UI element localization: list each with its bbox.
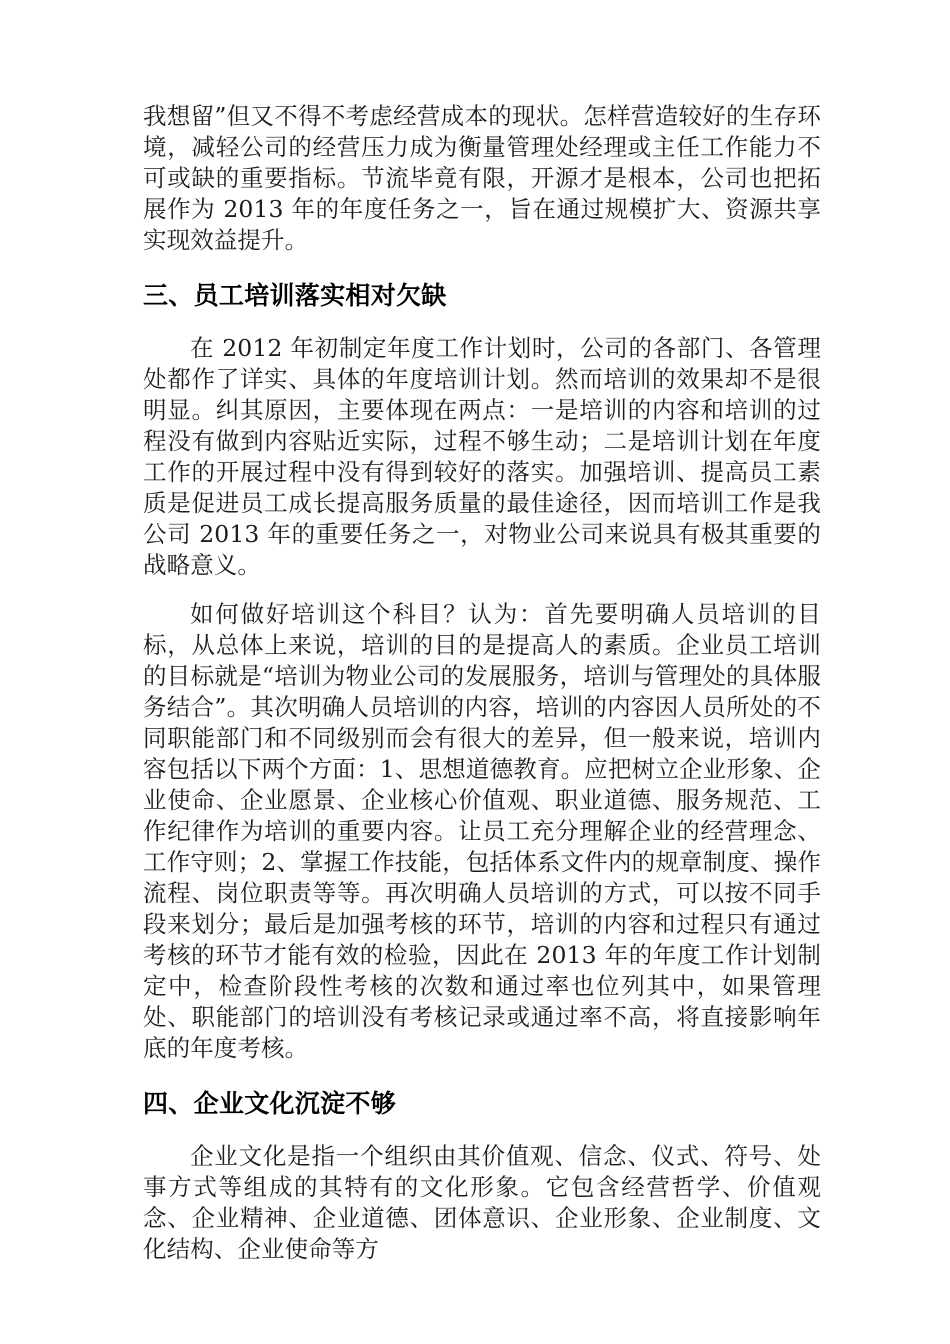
page-text-body: [143, 101, 821, 1265]
paragraph-operating-cost: 我想留”但又不得不考虑经营成本的现状。怎样营造较好的生存环境，减轻公司的经营压力成为衡量管理处经理或主任工作能力不可或缺的重要指标。节流毕竟有限，开源才是根本，公司也把拓展作为 2013 年的年度任务之一，旨在通过规模扩大、资源共享实现效益提升。: [143, 102, 821, 254]
heading-four: 四、企业文化沉淀不够: [143, 1089, 397, 1118]
paragraph-training-method: 如何做好培训这个科目？认为：首先要明确人员培训的目标，从总体上来说，培训的目的是提高人的素质。企业员工培训的目标就是“培训为物业公司的发展服务，培训与管理处的具体服务结合”。其次明确人员培训的内容，培训的内容因人员所处的不同职能部门和不同级别而会有很大的差异，但一般来说，培训内容包括以下两个方面：1、思想道德教育。应把树立企业形象、企业使命、企业愿景、企业核心价值观、职业道德、服务规范、工作纪律作为培训的重要内容。让员工充分理解企业的经营理念、工作守则；2、掌握工作技能，包括体系文件内的规章制度、操作流程、岗位职责等等。再次明确人员培训的方式，可以按不同手段来划分；最后是加强考核的环节，培训的内容和过程只有通过考核的环节才能有效的检验，因此在 2013 年的年度工作计划制定中，检查阶段性考核的次数和通过率也位列其中，如果管理处、职能部门的培训没有考核记录或通过率不高，将直接影响年底的年度考核。: [143, 600, 821, 1062]
heading-three: 三、员工培训落实相对欠缺: [143, 281, 447, 310]
paragraph-corporate-culture: 企业文化是指一个组织由其价值观、信念、仪式、符号、处事方式等组成的其特有的文化形象。它包含经营哲学、价值观念、企业精神、企业道德、团体意识、企业形象、企业制度、文化结构、企业使命等方: [143, 1142, 821, 1263]
paragraph-training-plan-review: 在 2012 年初制定年度工作计划时，公司的各部门、各管理处都作了详实、具体的年度培训计划。然而培训的效果却不是很明显。纠其原因，主要体现在两点：一是培训的内容和培训的过程没有做到内容贴近实际，过程不够生动；二是培训计划在年度工作的开展过程中没有得到较好的落实。加强培训、提高员工素质是促进员工成长提高服务质量的最佳途径，因而培训工作是我公司 2013 年的重要任务之一，对物业公司来说具有极其重要的战略意义。: [143, 334, 821, 579]
